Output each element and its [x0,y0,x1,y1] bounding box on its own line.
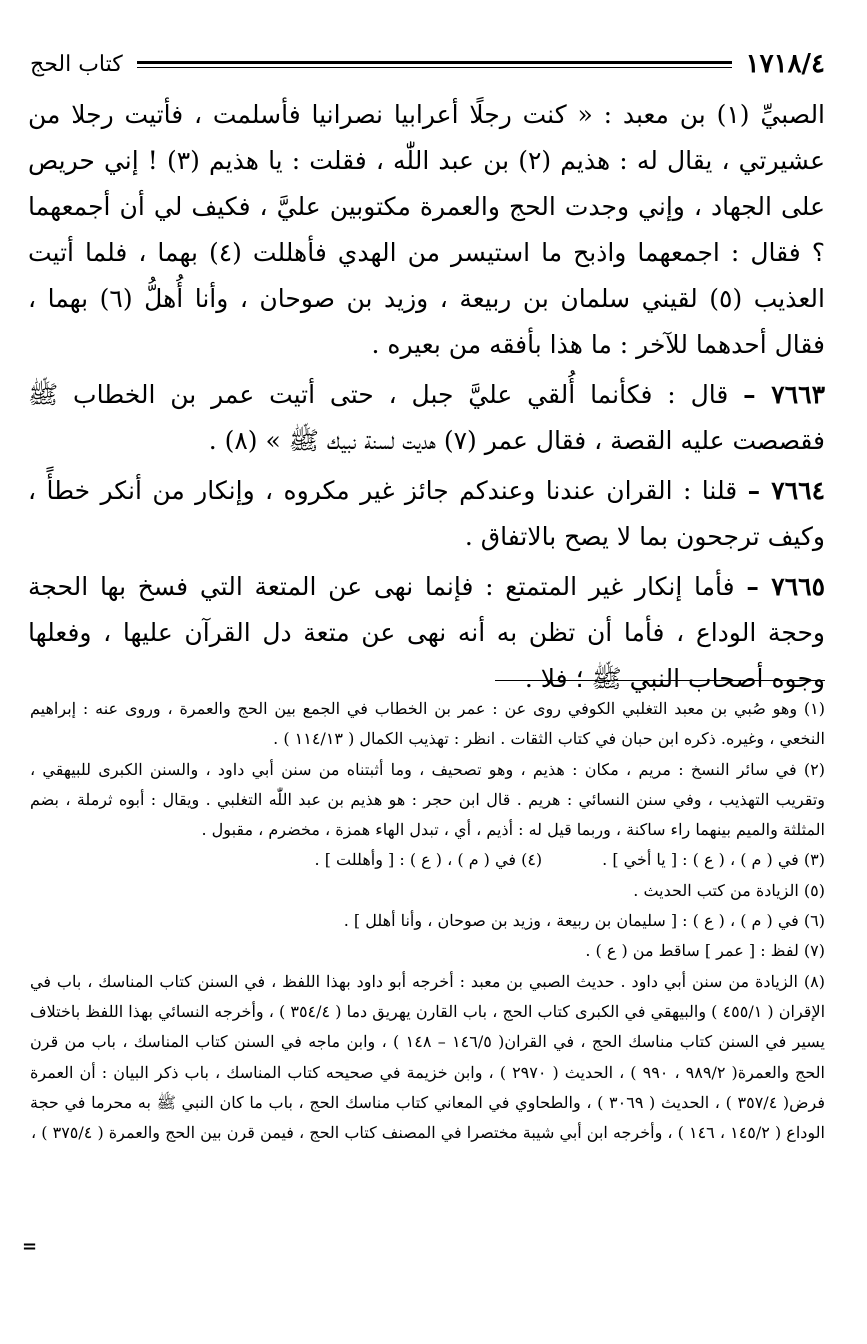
footnote-6: (٦) في ( م ) ، ( ع ) : [ سليمان بن ربيعة ، وزيد بن صوحان ، وأنا أهلل ] . [343,911,825,931]
page-number: ١٧١٨/٤ [745,49,825,79]
page-header [30,44,825,84]
footnote-8: (٨) الزيادة من سنن أبي داود . حديث الصبي بن معبد : أخرجه أبو داود بهذا اللفظ ، في السنن كتاب المناسك ، باب في الإقران ( ٤٥٥/١ ) والبيهقي في الكبرى كتاب الحج ، باب القارن يهريق دما ( ٣٥٤/٤ ) ، وأخرجه النسائي بهذا اللفظ باختلاف يسير في السنن كتاب مناسك الحج ، في القران( ١٤٦/٥ – ١٤٨ ) ، وابن ماجه في السنن كتاب المناسك ، باب من قرن الحج والعمرة( ٩٨٩/٢ ، ٩٩٠ ) ، الحديث ( ٢٩٧٠ ) ، وابن خزيمة في صحيحه كتاب المناسك ، باب ذكر البيان : أن العمرة فرض( ٣٥٧/٤ ) ، الحديث ( ٣٠٦٩ ) ، والطحاوي في المعاني كتاب مناسك الحج ، باب ما كان النبي ﷺ به محرما في حجة الوداع ( ١٤٥/٢ ، ١٤٦ ) ، وأخرجه ابن أبي شيبة مختصرا في المصنف كتاب الحج ، فيمن قرن بين الحج والعمرة ( ٣٧٥/٤ ) ، [30,971,826,1143]
footnotes [30,694,825,1148]
paragraph-text: قال : فكأنما أُلقي عليَّ جبل ، حتى أتيت عمر بن الخطاب ﷺ فقصصت عليه القصة ، فقال عمر (٧) هديت لسنة نبيك ﷺ » (٨) . [28,380,825,455]
footnote-5: (٥) الزيادة من كتب الحديث . [633,880,825,900]
paragraph-7664 [28,468,825,560]
book-title: كتاب الحج [30,51,123,77]
paragraph-number: ٧٦٦٤ – [747,476,825,505]
footnote-7: (٧) لفظ : [ عمر ] ساقط من ( ع ) . [585,941,825,961]
paragraph-7665 [28,564,825,702]
paragraph-text: فأما إنكار غير المتمتع : فإنما نهى عن المتعة التي فسخ بها الحجة وحجة الوداع ، فأما أن تظن به أنه نهى عن متعة دل القرآن عليها ، وفعلها وجوه أصحاب النبي ﷺ ؛ فلا . [28,572,825,693]
footnote-3: (٣) في ( م ) ، ( ع ) : [ يا أخي ] . [602,850,825,870]
header-rule [137,61,732,68]
continuation-mark: = [22,1236,38,1257]
main-text [28,92,825,706]
footnote-2: (٢) في سائر النسخ : مريم ، مكان : هذيم ، وهو تصحيف ، وما أثبتناه من سنن أبي داود ، والسنن الكبرى للبيهقي ، وتقريب التهذيب ، وفي سنن النسائي : هريم . قال ابن حجر : هو هذيم بن عبد اللّٰه التغلبي . ويقال : أبوه ثرملة ، بضم المثلثة والميم بينهما راء ساكنة ، وربما قيل له : أذيم ، أي ، تبدل الهاء همزة ، مخضرم ، مقبول . [30,759,825,840]
footnote-1: (١) وهو صُبي بن معبد التغلبي الكوفي روى عن : عمر بن الخطاب في الجمع بين الحج والعمرة ، وروى عنه : إبراهيم النخعي ، وغيره. ذكره ابن حبان في كتاب الثقات . انظر : تهذيب الكمال ( ١١٤/١٣ ) . [30,699,825,749]
paragraph-continuation: الصبيِّ (١) بن معبد : « كنت رجلًا أعرابيا نصرانيا فأسلمت ، فأتيت رجلا من عشيرتي ، يقال له : هذيم (٢) بن عبد اللّٰه ، فقلت : يا هذيم (٣) ! إني حريص على الجهاد ، وإني وجدت الحج والعمرة مكتوبين عليَّ ، فكيف لي أن أجمعهما ؟ فقال : اجمعهما واذبح ما استيسر من الهدي فأهللت (٤) بهما ، فلما أتيت العذيب (٥) لقيني سلمان بن ربيعة ، وزيد بن صوحان ، وأنا أُهلُّ (٦) بهما ، فقال أحدهما للآخر : ما هذا بأفقه من بعيره . [28,100,826,359]
footnote-pair [30,845,825,875]
paragraph-text: قلنا : القران عندنا وعندكم جائز غير مكروه ، وإنكار من أنكر خطأً ، وكيف ترجحون بما لا يصح بالاتفاق . [28,476,825,551]
paragraph-7663 [28,372,825,464]
paragraph-number: ٧٦٦٣ – [743,380,825,409]
footnote-4: (٤) في ( م ) ، ( ع ) : [ وأهللت ] . [314,850,543,870]
footnote-divider [495,680,825,681]
paragraph-number: ٧٦٦٥ – [746,572,825,601]
